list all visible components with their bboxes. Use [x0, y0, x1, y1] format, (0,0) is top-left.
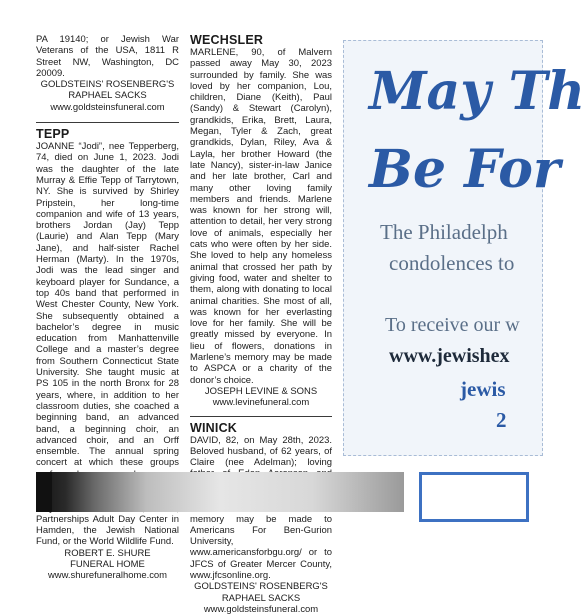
ad-text-line-3: To receive our w: [385, 314, 520, 336]
ad-text-line-1: The Philadelph: [380, 220, 508, 244]
funeral-home-name: JOSEPH LEVINE & SONS: [204, 385, 318, 397]
funeral-home-name: GOLDSTEINS' ROSENBERG'S: [40, 79, 175, 91]
ad-script-headline-1: May Th: [369, 61, 585, 122]
ad-url[interactable]: www.jewishex: [389, 345, 510, 367]
funeral-home-url[interactable]: www.goldsteinsfuneral.com: [50, 101, 165, 113]
obit-heading-winick: WINICK: [190, 420, 238, 435]
ad-text-line-2: condolences to: [389, 251, 515, 275]
funeral-home-name: ROBERT E. SHURE: [64, 547, 151, 559]
funeral-home-name-2: FUNERAL HOME: [70, 559, 145, 571]
funeral-home-name-2: RAPHAEL SACKS: [68, 90, 147, 102]
funeral-home-url[interactable]: www.levinefuneral.com: [212, 397, 310, 409]
blue-framed-box: [419, 472, 529, 522]
obit-body-tepp: JOANNE “Jodi”, nee Tepperberg, 74, died on June 1, 2023. Jodi was the daughter of the late Murray & Effie Tepp of Tarrytown, NY. She is survived by Shirley Pripstein, her long-time companion and wife of 13 years, brothers Jordan (Jay) Tepp (Laurie) and Alan Tepp (Mary Jane), and half-sister Rachel Herman (Marty). In the 1970s, Jodi was the lead singer and keyboard player for Sundance, a top 40s band that performed in West Chester County, New York. She subsequently obtained a bachelor’s degree in music education from Manhattenville College and a master’s degree from Southern Connecticut State University. She taught music at PS 105 in the north Bronx for 28 years, where, in addition to her classroom duties, she coached a beginning band, an advanced band, a beginning choir, an advanced choir, and an Orff ensemble. The annual spring concert at which these groups Partnerships Adult Day Center in Hamden, the Jewish National Fund, or the World Wildlife Fund.: [36, 141, 179, 548]
photo-dark-edge: [36, 472, 52, 512]
ad-text-line-6: 2: [496, 408, 507, 432]
funeral-home-url[interactable]: www.shurefuneralhome.com: [47, 570, 168, 582]
funeral-home-url[interactable]: www.goldsteinsfuneral.com: [203, 603, 319, 615]
funeral-home-name: GOLDSTEINS' ROSENBERG'S: [194, 581, 328, 593]
previous-obit-tail: PA 19140; or Jewish War Veterans of the USA, 1811 R Street NW, Washington, DC 20009.: [36, 34, 179, 79]
divider: [190, 416, 332, 417]
ad-text-line-5: jewis: [460, 377, 506, 401]
obit-heading-wechsler: WECHSLER: [190, 33, 264, 47]
divider: [36, 122, 179, 123]
obituary-column-2: [190, 34, 332, 615]
obit-heading-tepp: TEPP: [36, 127, 70, 142]
funeral-home-name-2: RAPHAEL SACKS: [221, 592, 301, 604]
ad-script-headline-2: Be For: [369, 139, 561, 200]
obit-body-winick: DAVID, 82, on May 28th, 2023. Beloved husband, of 62 years, of Claire (nee Adelman); loving memory may be made to Americans For Ben-Gurion University, www.americansforbgu.org/ or to JFCS of Greater Mercer County, www.jfcsonline.org.: [190, 434, 332, 582]
obit-body-wechsler: MARLENE, 90, of Malvern passed away May 30, 2023 surrounded by family. She was loved by her companion, Lou, children, Diane (Keith), Paul (Sandy) & Stewart (Carolyn), grandkids, Erika, Brett, Laura, Megan, Tyler & Zach, great grandkids, Dylan, Riley, Ava & Layla, her brother Howard (the late Nancy), sister-in-law Janice and her late brother, Carl and many other loving family members and friends. Marlene was known for her strong will, attention to detail, her very strong love of animals, especially her cats who were often by her side. She loved to help any homeless animal that crossed her path by giving food, water and shelter to them, along with donating to local animal charities. She most of all, was known for her everlasting love for her family. She will be greatly missed by everyone. In lieu of flowers, donations in Marlene’s memory may be made to ASPCA or a charity of the donor’s choice.: [190, 47, 332, 386]
photo-image: [36, 472, 404, 512]
